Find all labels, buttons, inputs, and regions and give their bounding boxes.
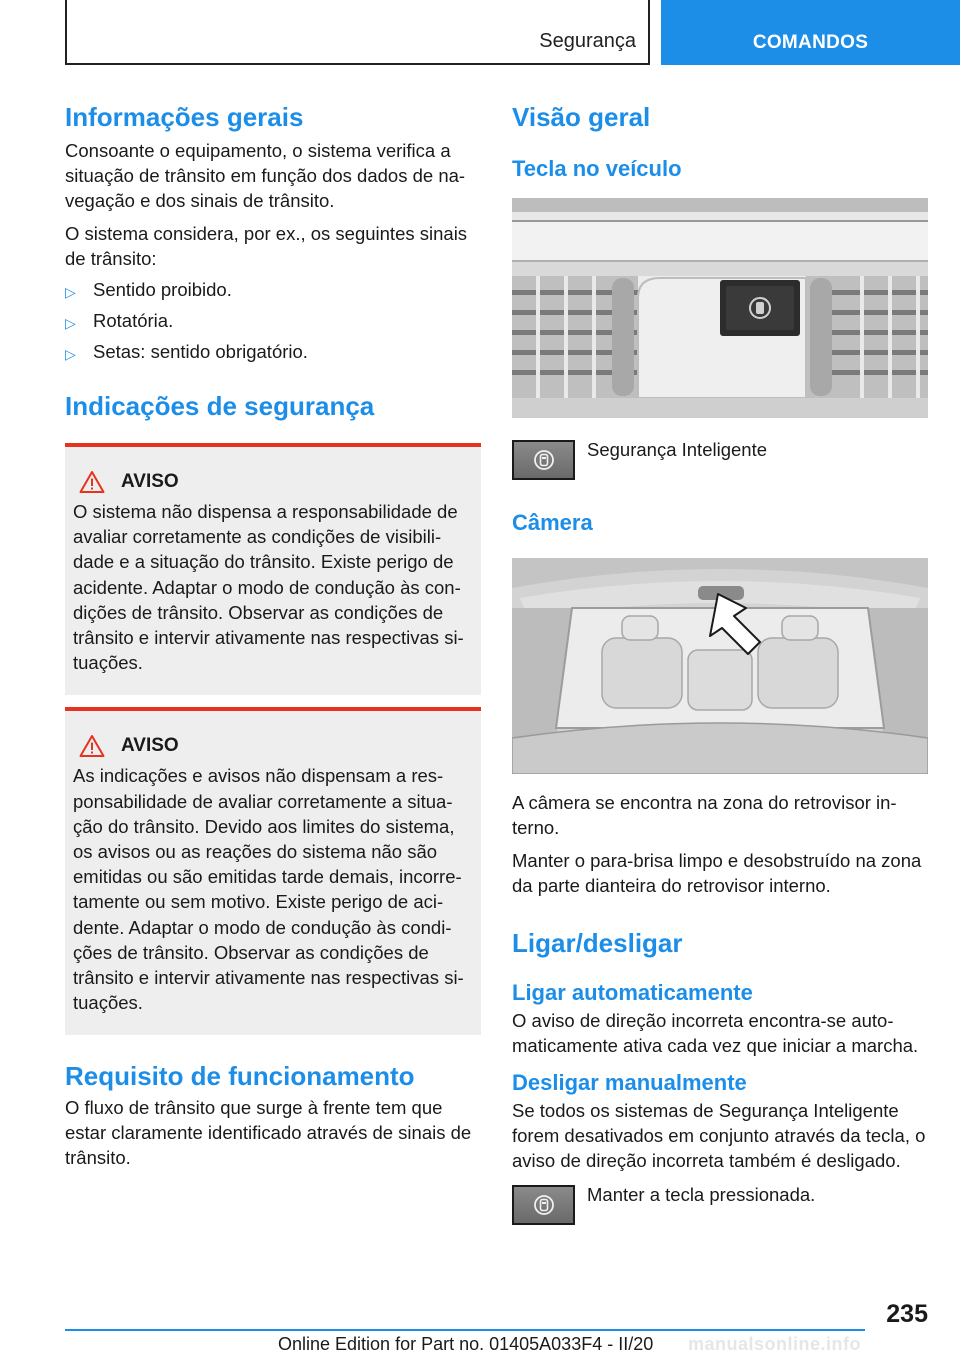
header-section-title: Segurança xyxy=(539,30,636,52)
key-legend-row xyxy=(512,1185,928,1225)
heading-general-info: Informações gerais xyxy=(65,102,304,132)
warning-triangle-icon xyxy=(79,470,105,494)
warning-header xyxy=(73,469,475,495)
header-chapter-tab xyxy=(661,0,960,65)
dashboard-button-photo xyxy=(512,198,928,418)
heading-camera: Câmera xyxy=(512,510,593,535)
intelligent-safety-button-icon xyxy=(512,1185,575,1225)
page-number: 235 xyxy=(886,1300,928,1328)
triangle-bullet-icon: ▷ xyxy=(65,346,76,362)
triangle-bullet-icon: ▷ xyxy=(65,284,76,300)
heading-overview: Visão geral xyxy=(512,102,651,132)
heading-switch-on-auto: Ligar automaticamente xyxy=(512,980,753,1005)
warning-text: O sistema não dispensa a responsabilidade de avaliar corretamente as condições de visibili-dade e a situação do trânsito. Existe perigo de acidente. Adaptar o modo de condução às con-dições de trânsito. Observar as condições de trânsito e intervir ativamente nas respectivas si-tuações. xyxy=(73,501,464,674)
warning-title: AVISO xyxy=(121,471,179,492)
intelligent-safety-button-icon xyxy=(512,440,575,480)
footer-divider xyxy=(65,1329,865,1331)
camera-paragraph-2: Manter o para-brisa limpo e desobstruído na zona da parte dianteira do retrovisor interno. xyxy=(512,850,922,896)
general-paragraph-2: O sistema considera, por ex., os seguintes sinais de trânsito: xyxy=(65,223,468,269)
general-paragraph-1: Consoante o equipamento, o sistema verifica a situação de trânsito em função dos dados de na-vegação e dos sinais de trânsito. xyxy=(65,140,466,211)
footer-edition: Online Edition for Part no. 01405A033F4 - II/20 xyxy=(278,1334,654,1354)
heading-on-off: Ligar/desligar xyxy=(512,928,683,958)
key-label-intelligent-safety: Segurança Inteligente xyxy=(587,439,767,460)
requirement-text: O fluxo de trânsito que surge à frente tem que estar claramente identificado através de sinais de trânsito. xyxy=(65,1097,472,1169)
manual-paragraph: Se todos os sistemas de Segurança Inteligente forem desativados em conjunto através da tecla, o aviso de direção incorreta também é desligado. xyxy=(512,1100,926,1171)
warning-box-1 xyxy=(65,443,481,695)
auto-paragraph: O aviso de direção incorreta encontra-se auto-maticamente ativa cada vez que iniciar a marcha. xyxy=(512,1010,919,1056)
camera-paragraph-1: A câmera se encontra na zona do retrovisor in-terno. xyxy=(512,792,897,838)
list-item: ▷ Setas: sentido obrigatório. xyxy=(65,339,481,364)
key-label-hold: Manter a tecla pressionada. xyxy=(587,1184,816,1205)
warning-header xyxy=(73,733,475,759)
list-item: ▷ Sentido proibido. xyxy=(65,277,481,302)
heading-switch-off-manual: Desligar manualmente xyxy=(512,1070,747,1095)
key-legend-row xyxy=(512,440,928,480)
heading-requirement: Requisito de funcionamento xyxy=(65,1061,415,1092)
list-item: ▷ Rotatória. xyxy=(65,308,481,333)
watermark: manualsonline.info xyxy=(688,1334,862,1354)
triangle-bullet-icon: ▷ xyxy=(65,315,76,331)
heading-key-in-vehicle: Tecla no veículo xyxy=(512,156,682,181)
heading-safety: Indicações de segurança xyxy=(65,391,375,421)
warning-title: AVISO xyxy=(121,735,179,757)
warning-triangle-icon xyxy=(79,734,105,758)
camera-location-photo xyxy=(512,558,928,774)
header-section-tab xyxy=(65,0,650,65)
left-column xyxy=(65,100,481,1170)
right-column xyxy=(512,100,928,1225)
warning-text: As indicações e avisos não dispensam a res-ponsabilidade de avaliar corretamente a situa-ção do trânsito. Devido aos limites do sistema, os avisos ou as reações do sistema não são emitidas ou são emitidas tarde demais, incorre-tamente ou sem motivo. Existe perigo de aci-dente. Adaptar o modo de condução às condi-ções de trânsito. Observar as condições de trânsito e intervir ativamente nas respectivas si-tuações. xyxy=(73,765,464,1014)
warning-box-2 xyxy=(65,707,481,1035)
header-chapter-title: COMANDOS xyxy=(752,32,869,53)
traffic-sign-list xyxy=(65,277,481,364)
